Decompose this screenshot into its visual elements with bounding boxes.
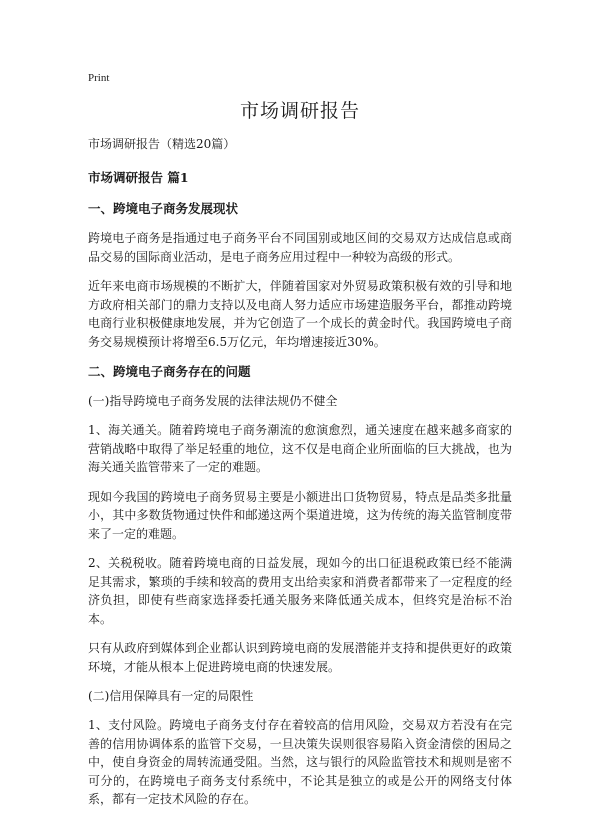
document-body bbox=[88, 96, 512, 820]
paragraph: 近年来电商市场规模的不断扩大，伴随着国家对外贸易政策积极有效的引导和地方政府相关部门的鼎力支持以及电商人努力适应市场建造服务平台，都推动跨境电商行业积极健康地发展，并为它创造了一个成长的黄金时代。我国跨境电子商务交易规模预计将增至6.5万亿元，年均增速接近30%。 bbox=[88, 279, 512, 349]
paragraph: 跨境电子商务是指通过电子商务平台不同国别或地区间的交易双方达成信息或商品交易的国际商业活动，是电子商务应用过程中一种较为高级的形式。 bbox=[88, 231, 512, 264]
paragraph: 1、海关通关。随着跨境电子商务潮流的愈演愈烈，通关速度在越来越多商家的营销战略中取得了举足轻重的地位，这不仅是电商企业所面临的巨大挑战，也为海关通关监管带来了一定的难题。 bbox=[88, 423, 512, 474]
subsection-heading: (一)指导跨境电子商务发展的法律法规仍不健全 bbox=[88, 394, 338, 408]
print-link[interactable]: Print bbox=[88, 72, 110, 84]
paragraph: 2、关税税收。随着跨境电商的日益发展，现如今的出口征退税政策已经不能满足其需求，繁琐的手续和较高的费用支出给卖家和消费者都带来了一定程度的经济负担，即使有些商家选择委托通关服务来降低通关成本，但终究是治标不治本。 bbox=[88, 556, 512, 626]
page-title: 市场调研报告 bbox=[239, 100, 360, 122]
paragraph: 1、支付风险。跨境电子商务支付存在着较高的信用风险，交易双方若没有在完善的信用协调体系的监管下交易，一旦决策失误则很容易陷入资金清偿的困局之中，使自身资金的周转流通受阻。当然，这与银行的风险监管技术和规则是密不可分的，在跨境电子商务支付系统中，不论其是独立的或是公开的网络支付体系，都有一定技术风险的存在。 bbox=[88, 718, 512, 806]
article-heading: 市场调研报告 篇1 bbox=[88, 170, 189, 185]
document-subtitle: 市场调研报告（精选20篇） bbox=[88, 137, 236, 151]
paragraph: 现如今我国的跨境电子商务贸易主要是小额进出口货物贸易，特点是品类多批量小，其中多数货物通过快件和邮递这两个渠道进境，这为传统的海关监管制度带来了一定的难题。 bbox=[88, 489, 512, 541]
section-heading: 二、跨境电子商务存在的问题 bbox=[88, 364, 251, 379]
paragraph: 只有从政府到媒体到企业都认识到跨境电商的发展潜能并支持和提供更好的政策环境，才能从根本上促进跨境电商的快速发展。 bbox=[88, 641, 512, 674]
section-heading: 一、跨境电子商务发展现状 bbox=[88, 201, 239, 216]
subsection-heading: (二)信用保障具有一定的局限性 bbox=[88, 689, 254, 703]
